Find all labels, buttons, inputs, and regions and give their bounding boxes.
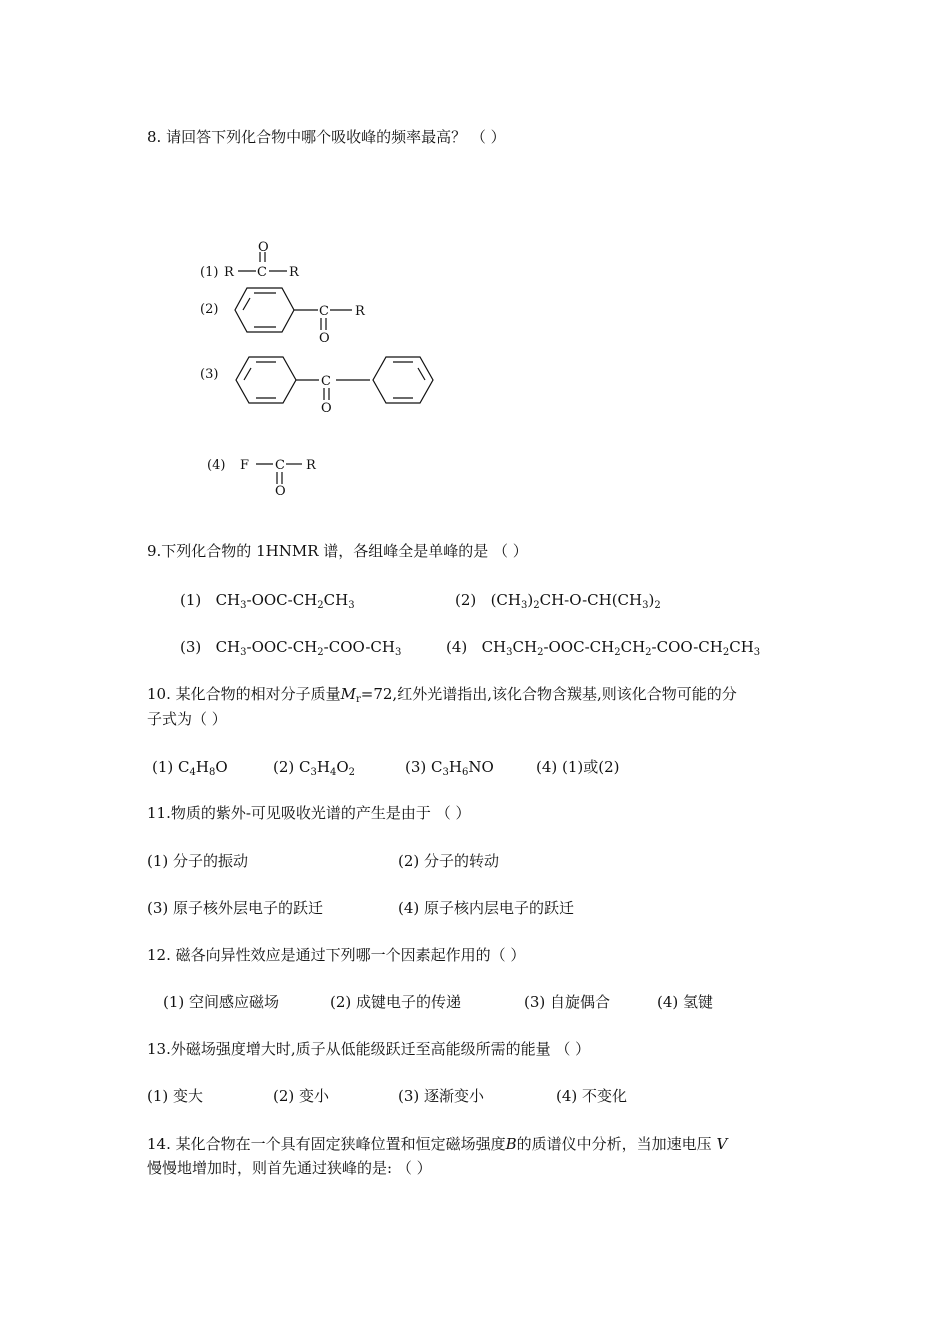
question-10-line-2: 子式为（ ） xyxy=(147,710,227,728)
question-14-line-2: 慢慢地增加时，则首先通过狭峰的是: （ ） xyxy=(147,1159,432,1177)
q9-option-1: (1) $CH_3-OOC-CH_2CH_3$ xyxy=(180,591,355,611)
question-11: 11.物质的紫外-可见吸收光谱的产生是由于 （ ） xyxy=(147,804,471,822)
q13-option-4: (4) 不变化 xyxy=(556,1087,628,1105)
q10-option-1: (1) $C_4H_8O$ xyxy=(152,758,228,778)
q12-option-2: (2) 成键电子的传递 xyxy=(330,993,462,1011)
q12-option-1: (1) 空间感应磁场 xyxy=(163,993,280,1011)
question-8: 8. 请回答下列化合物中哪个吸收峰的频率最高？ （ ） xyxy=(147,128,506,146)
q11-option-4: (4) 原子核内层电子的跃迁 xyxy=(398,899,575,917)
q10-option-2: (2) $C_3H_4O_2$ xyxy=(273,758,356,778)
structure-1-label: (1) xyxy=(200,265,219,280)
atom-r: R xyxy=(306,458,316,473)
atom-o: O xyxy=(319,331,330,346)
q11-option-1: (1) 分子的振动 xyxy=(147,852,249,870)
q9-option-2: (2) $(CH_3)_2CH-O-CH(CH_3)_2$ xyxy=(455,591,661,611)
question-10-line-1: 10. 某化合物的相对分子质量$M_r=72$,红外光谱指出,该化合物含羰基,则该化合物可能的分 xyxy=(147,685,737,705)
atom-c: C xyxy=(319,304,329,319)
structure-2-label: (2) xyxy=(200,302,219,317)
structure-4-label: (4) xyxy=(207,458,226,473)
structure-3-label: (3) xyxy=(200,367,219,382)
atom-c: C xyxy=(321,374,331,389)
atom-f: F xyxy=(240,458,250,473)
atom-r: R xyxy=(289,265,299,280)
q10-option-3: (3) $C_3H_6NO$ xyxy=(405,758,494,778)
question-9: 9.下列化合物的 1HNMR 谱，各组峰全是单峰的是 （ ） xyxy=(147,542,528,560)
atom-r: R xyxy=(224,265,234,280)
q11-option-2: (2) 分子的转动 xyxy=(398,852,500,870)
q12-option-3: (3) 自旋偶合 xyxy=(524,993,611,1011)
atom-r: R xyxy=(355,304,365,319)
q13-option-1: (1) 变大 xyxy=(147,1087,204,1105)
atom-o: O xyxy=(275,484,286,499)
question-13: 13.外磁场强度增大时,质子从低能级跃迁至高能级所需的能量 （ ） xyxy=(147,1040,591,1058)
question-14-line-1: 14. 某化合物在一个具有固定狭峰位置和恒定磁场强度B的质谱仪中分析，当加速电压 V xyxy=(147,1135,728,1153)
q9-option-3: (3) $CH_3-OOC-CH_2-COO-CH_3$ xyxy=(180,638,402,658)
atom-o: O xyxy=(321,401,332,416)
q12-option-4: (4) 氢键 xyxy=(657,993,714,1011)
atom-c: C xyxy=(257,265,267,280)
q13-option-3: (3) 逐渐变小 xyxy=(398,1087,485,1105)
q11-option-3: (3) 原子核外层电子的跃迁 xyxy=(147,899,324,917)
q9-option-4: (4) $CH_3CH_2-OOC-CH_2CH_2-COO-CH_2CH_3$ xyxy=(446,638,761,658)
question-12: 12. 磁各向异性效应是通过下列哪一个因素起作用的（ ） xyxy=(147,946,526,964)
q13-option-2: (2) 变小 xyxy=(273,1087,330,1105)
atom-o: O xyxy=(258,240,269,255)
atom-c: C xyxy=(275,458,285,473)
q10-option-4: (4) (1)或(2) xyxy=(536,758,620,776)
